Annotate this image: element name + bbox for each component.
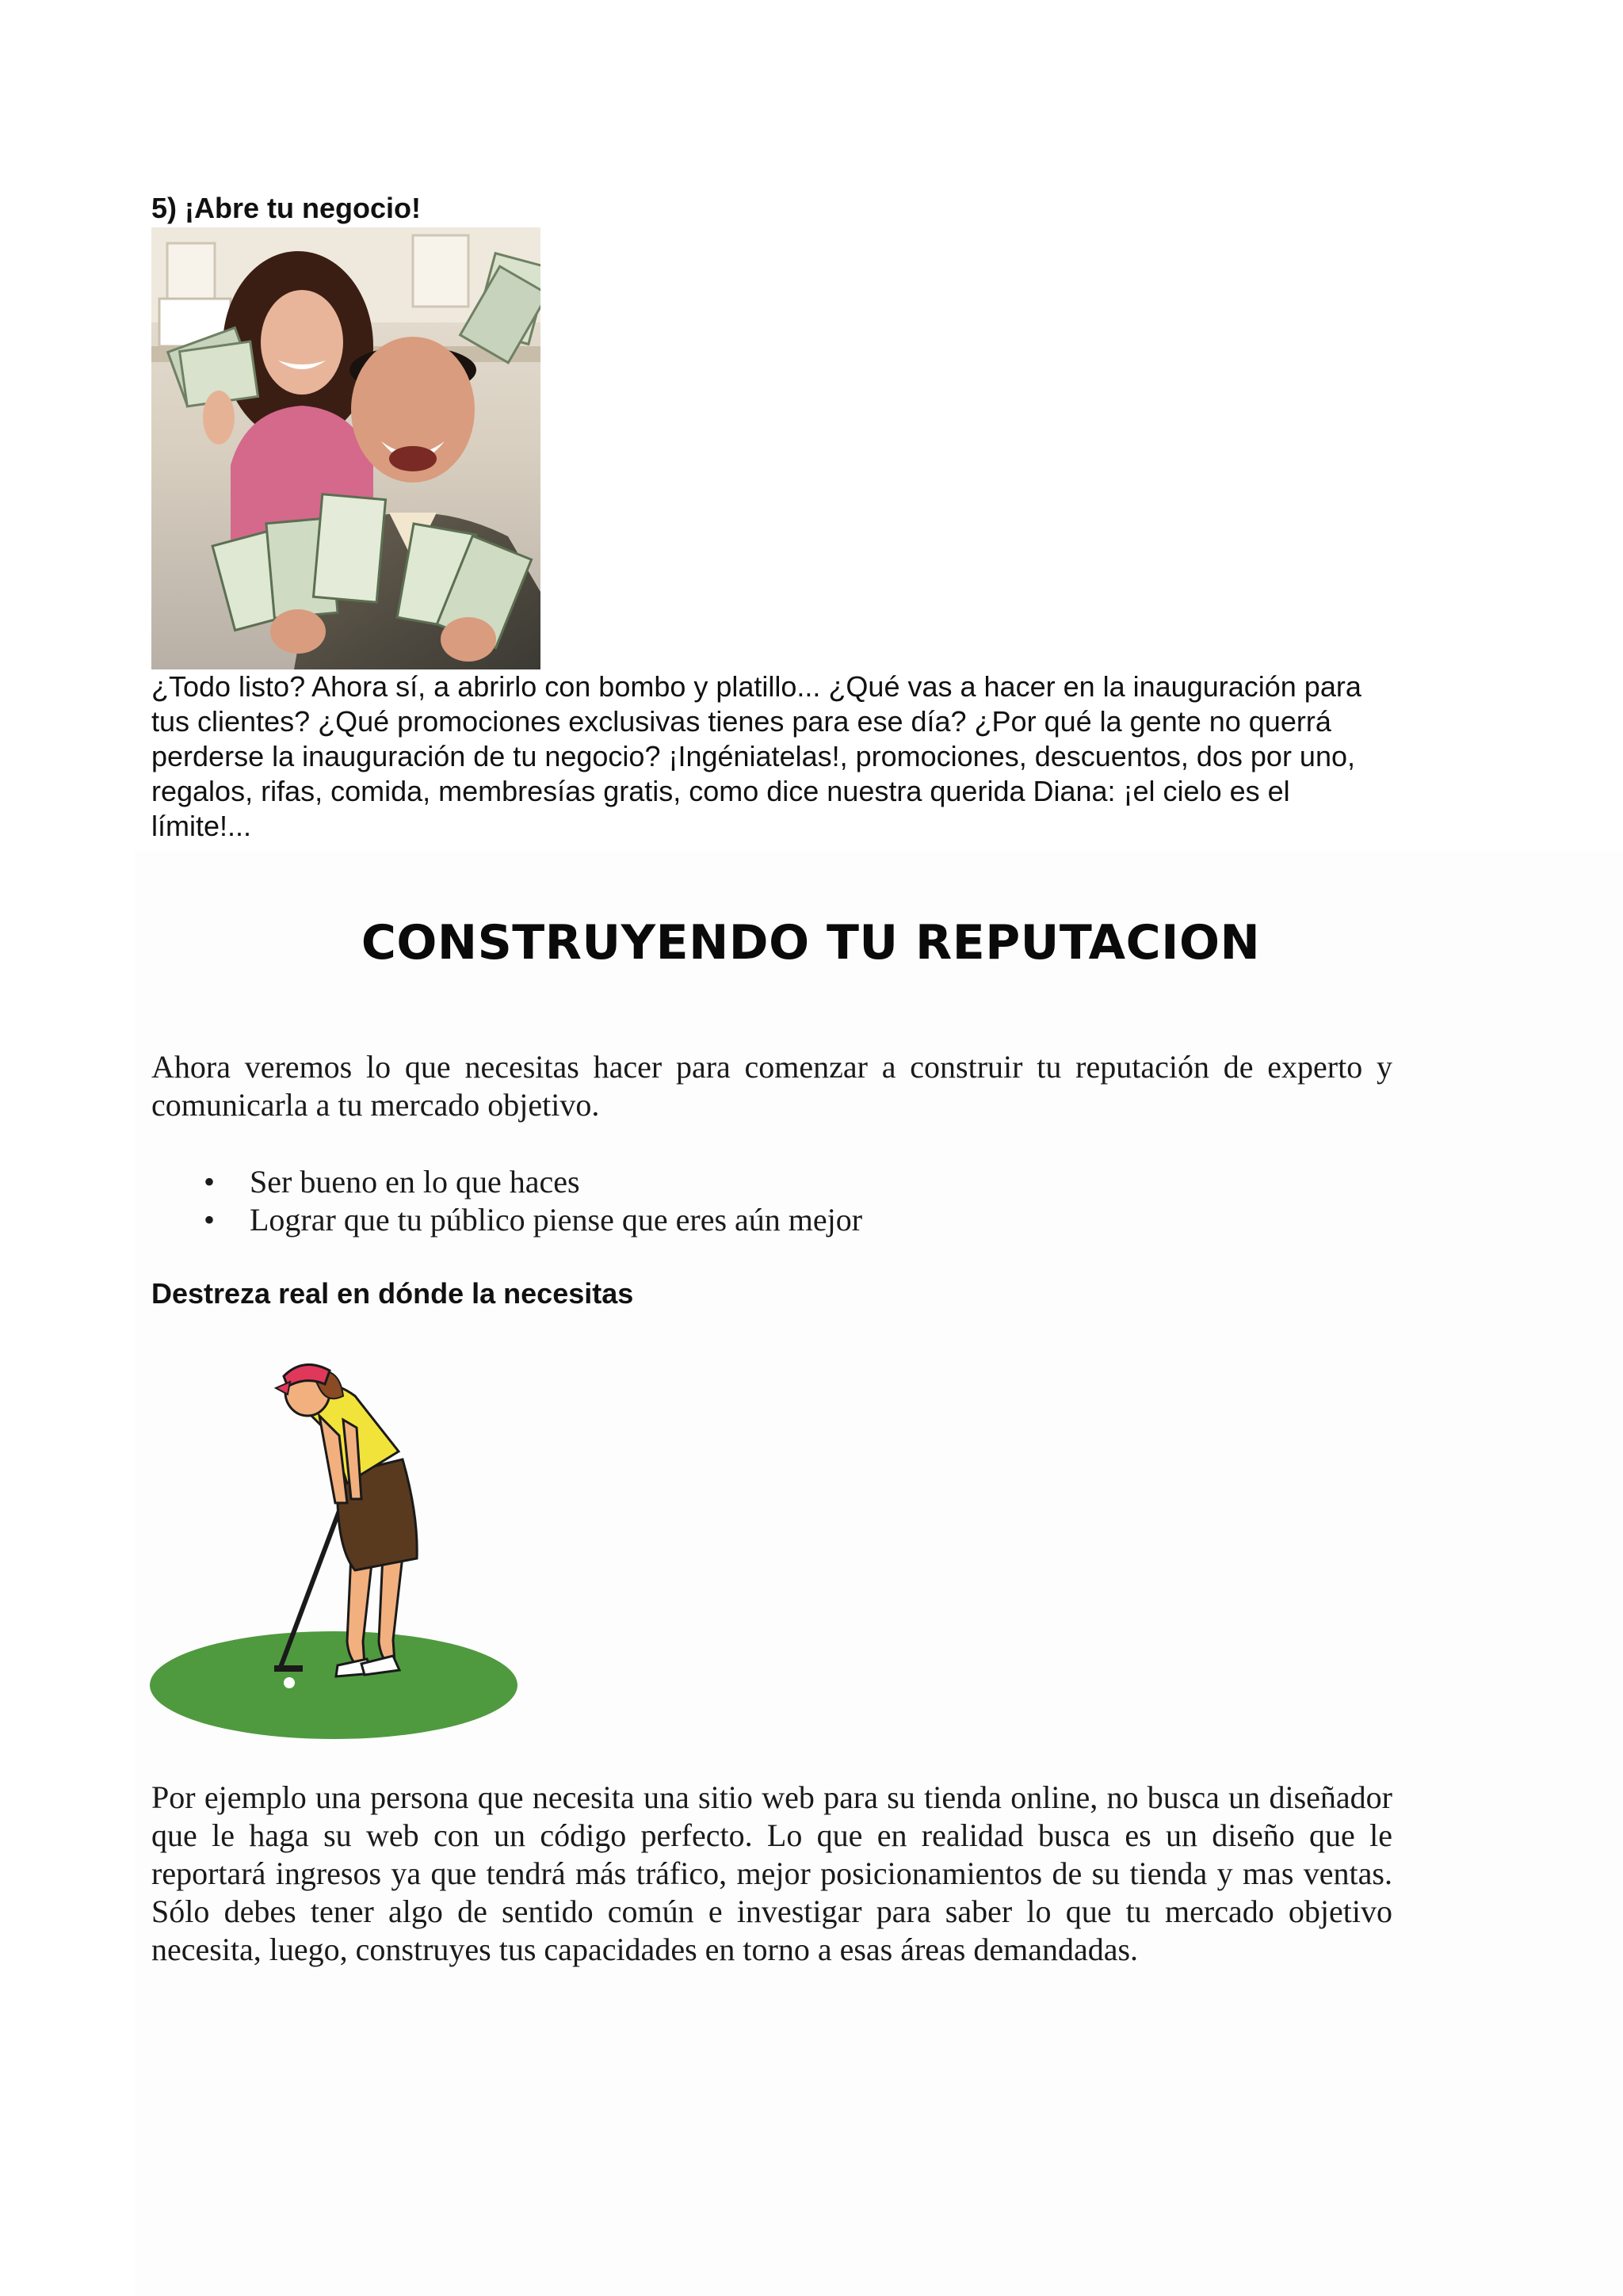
couple-money-photo (151, 227, 540, 669)
bullet-text: Lograr que tu público piense que eres aún mejor (250, 1202, 863, 1238)
bullet-text: Ser bueno en lo que haces (250, 1164, 580, 1199)
list-item (151, 1163, 862, 1201)
subheading: Destreza real en dónde la necesitas (151, 1277, 634, 1310)
bullet-icon: • (204, 1202, 216, 1238)
closing-paragraph: Por ejemplo una persona que necesita una sitio web para su tienda online, no busca un diseñador que le haga su web con un código perfecto. Lo que en realidad busca es un diseño que le reportará ingresos ya que tendrá más tráfico, mejor posicionamientos de su tienda y mas ventas. Sólo debes tener algo de sentido común e investigar para saber lo que tu mercado objetivo necesita, luego, construyes tus capacidades en torno a esas áreas demandadas. (151, 1779, 1392, 1967)
chapter-title-text: CONSTRUYENDO TU REPUTACION (361, 915, 1261, 971)
intro-paragraph: Ahora veremos lo que necesitas hacer para comenzar a construir tu reputación de experto y comunicarla a tu mercado objetivo. (151, 1049, 1392, 1123)
section-heading: 5) ¡Abre tu negocio! (151, 192, 421, 224)
golfer-illustration (149, 1341, 521, 1741)
bullet-icon: • (204, 1164, 216, 1199)
bullet-list (151, 1163, 862, 1239)
list-item (151, 1201, 862, 1239)
chapter-title (0, 911, 1623, 974)
opening-paragraph: ¿Todo listo? Ahora sí, a abrirlo con bombo y platillo... ¿Qué vas a hacer en la inauguración para tus clientes? ¿Qué promociones exclusivas tienes para ese día? ¿Por qué la gente no querrá perderse la inauguración de tu negocio? ¡Ingéniatelas!, promociones, descuentos, dos por uno, regalos, rifas, comida, membresías gratis, como dice nuestra querida Diana: ¡el cielo es el límite!... (151, 670, 1361, 842)
